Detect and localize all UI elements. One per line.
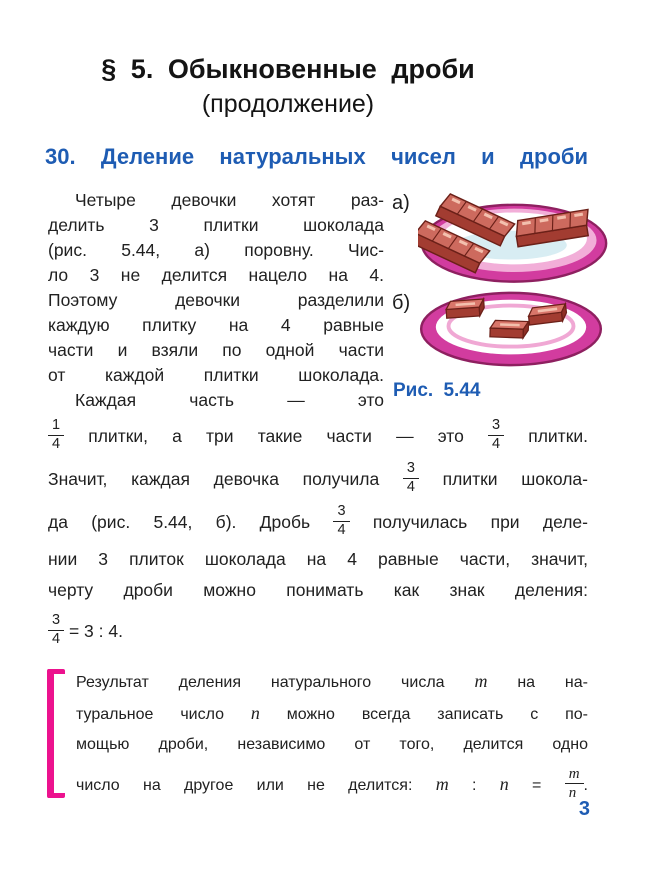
variable: m [435,774,449,794]
text-run: мощью дроби, независимо от того, делится одно [76,736,588,753]
text-line [48,415,588,458]
section-title: 30. Деление натуральных чисел и дроби [45,144,588,169]
text-run: число на другое или не делится: [76,777,413,794]
text-line [76,665,588,697]
fraction: $\frac{3}{4}$ [403,461,419,496]
fraction: $\frac{m}{n}$ [565,766,584,802]
text-run: Четыре девочки хотят раз- [75,190,384,210]
text-run: (рис. 5.44, а) поровну. Чис- [48,240,384,260]
body-paragraph [48,415,588,656]
text-run: от каждой плитки шоколада. [48,365,384,385]
figure-label-a: а) [392,192,410,214]
chocolate-piece-icon [446,299,485,318]
text-line [48,288,384,313]
rule-bracket-icon [47,669,65,798]
text-run: каждую плитку на 4 равные [48,315,384,335]
fraction: $\frac{1}{4}$ [48,418,64,453]
text-line [76,761,588,808]
text-run: можно всегда записать с по- [286,706,589,723]
text-run: плитки. [528,426,588,446]
text-run: ло 3 не делится нацело на 4. [48,265,384,285]
text-line [48,213,384,238]
chapter-subtitle: (продолжение) [201,90,375,118]
rule-text [65,665,588,808]
text-run: нии 3 плиток шоколада на 4 равные части, значит, [48,549,588,569]
text-run: части и взяли по одной части [48,340,384,360]
text-line [48,575,588,606]
text-line [76,697,588,729]
text-run: : [472,777,477,794]
text-line [48,501,588,544]
text-run: черту дроби можно понимать как знак деления: [48,580,588,600]
fraction: $\frac{3}{4}$ [48,613,64,648]
variable: n [499,774,509,794]
fraction: $\frac{3}{4}$ [333,504,349,539]
two-column-block [48,188,588,413]
figure-label-b: б) [392,292,411,314]
page-content [48,188,588,656]
text-line [48,238,384,263]
text-line [48,338,384,363]
figure-panel [384,188,610,413]
variable: m [474,671,488,691]
text-run: Значит, каждая девочка получила [48,469,380,489]
text-run: получилась при деле- [372,512,588,532]
chapter-title: § 5. Обыкновенные дроби [101,54,475,84]
text-line [76,729,588,761]
text-run: = [532,777,542,794]
chocolate-piece-icon [490,320,529,338]
text-run: на на- [517,674,588,691]
text-line [48,188,384,213]
text-line [48,606,588,656]
text-run: плитки шокола- [442,469,588,489]
page-number: 3 [578,798,590,820]
text-run: да (рис. 5.44, б). Дробь [48,512,311,532]
text-run: туральное число [76,706,225,723]
plate-with-chocolate-bars-illustration [418,188,610,285]
fraction: $\frac{3}{4}$ [488,418,504,453]
text-run: = 3 : 4. [68,621,123,641]
text-line [48,458,588,501]
chapter-header [0,52,650,120]
text-run: Поэтому девочки разделили [48,290,384,310]
figure-row-b [392,288,610,371]
text-line [48,388,384,413]
figure-row-a [392,188,610,285]
text-run: делить 3 плитки шоколада [48,215,384,235]
intro-paragraph [48,188,384,413]
figure-caption: Рис. 5.44 [393,380,481,401]
text-run: . [583,777,588,794]
rule-box [47,665,588,808]
plate-with-chocolate-pieces-illustration [418,288,604,371]
text-run: плитки, а три такие части — это [88,426,464,446]
text-line [48,263,384,288]
text-line [48,544,588,575]
text-run: Результат деления натурального числа [76,674,445,691]
text-line [48,313,384,338]
variable: n [250,703,260,723]
text-line [48,363,384,388]
text-run: Каждая часть — это [75,390,384,410]
